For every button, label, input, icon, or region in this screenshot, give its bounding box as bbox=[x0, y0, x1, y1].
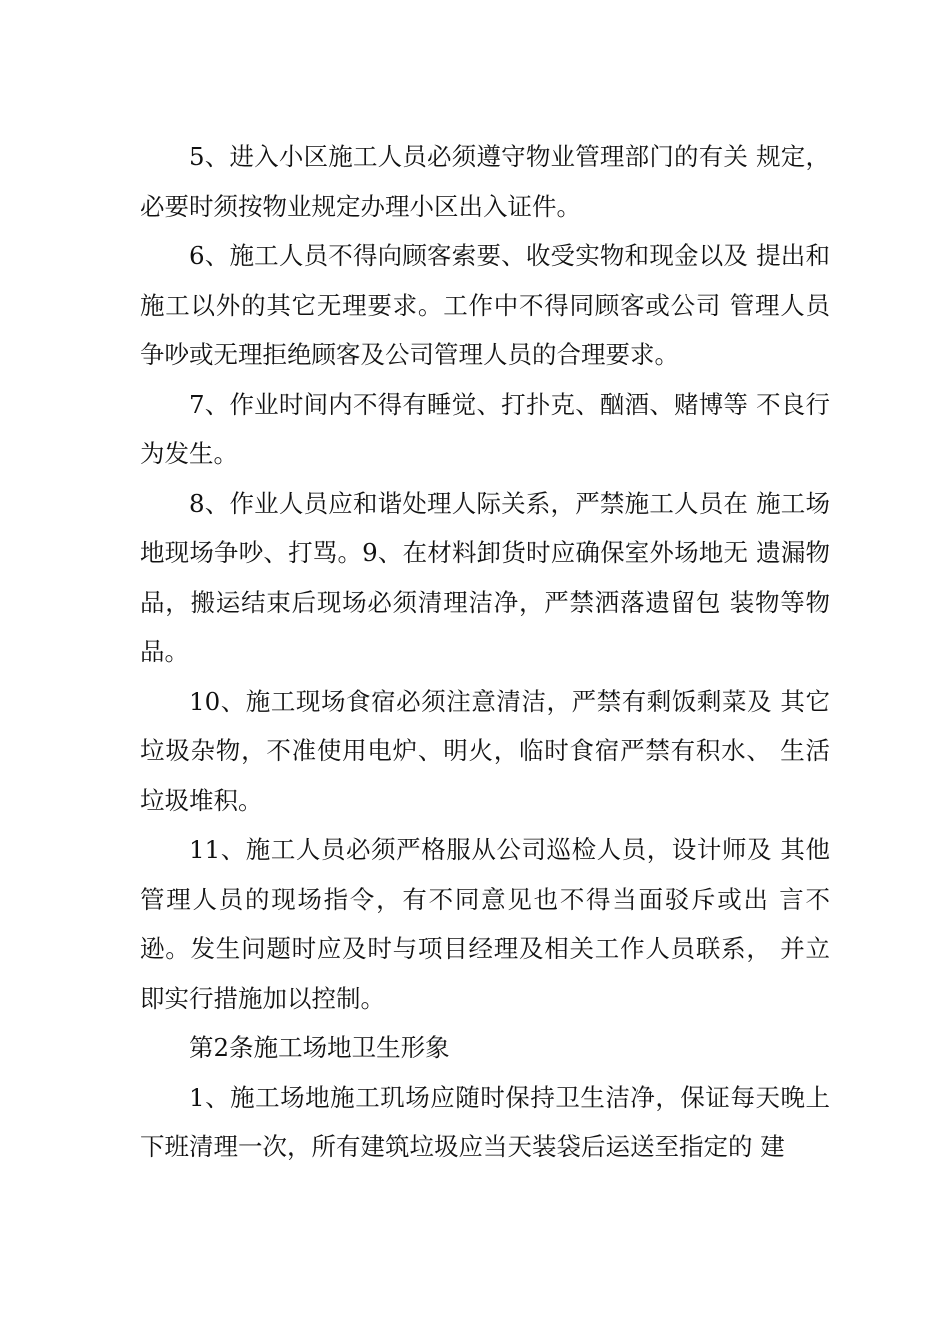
paragraph-article-2-rule-1: 1、施工场地施工玑场应随时保持卫生洁净，保证每天晚上下班清理一次，所有建筑垃圾应当天装袋后运送至指定的 建 bbox=[140, 1082, 830, 1161]
paragraph-rule-5: 5、进入小区施工人员必须遵守物业管理部门的有关 规定，必要时须按物业规定办理小区出入证件。 bbox=[140, 142, 830, 221]
document-body bbox=[140, 132, 830, 1172]
paragraph-rule-11: 11、施工人员必须严格服从公司巡检人员，设计师及 其他管理人员的现场指令，有不同意见也不得当面驳斥或出 言不逊。发生问题时应及时与项目经理及相关工作人员联系， 并立即实行措施加以控制。 bbox=[140, 835, 830, 1013]
paragraph-rule-10: 10、施工现场食宿必须注意清洁，严禁有剩饭剩菜及 其它垃圾杂物，不准使用电炉、明火，临时食宿严禁有积水、 生活垃圾堆积。 bbox=[140, 686, 830, 815]
section-heading-article-2: 第2条施工场地卫生形象 bbox=[189, 1033, 450, 1062]
paragraph-rule-7: 7、作业时间内不得有睡觉、打扑克、酗酒、赌博等 不良行为发生。 bbox=[140, 389, 830, 468]
paragraph-rule-8-9: 8、作业人员应和谐处理人际关系，严禁施工人员在 施工场地现场争吵、打骂。9、在材料卸货时应确保室外场地无 遗漏物品，搬运结束后现场必须清理洁净，严禁洒落遗留包 装物等物品。 bbox=[140, 488, 830, 666]
paragraph-rule-6: 6、施工人员不得向顾客索要、收受实物和现金以及 提出和施工以外的其它无理要求。工作中不得同顾客或公司 管理人员争吵或无理拒绝顾客及公司管理人员的合理要求。 bbox=[140, 241, 830, 369]
